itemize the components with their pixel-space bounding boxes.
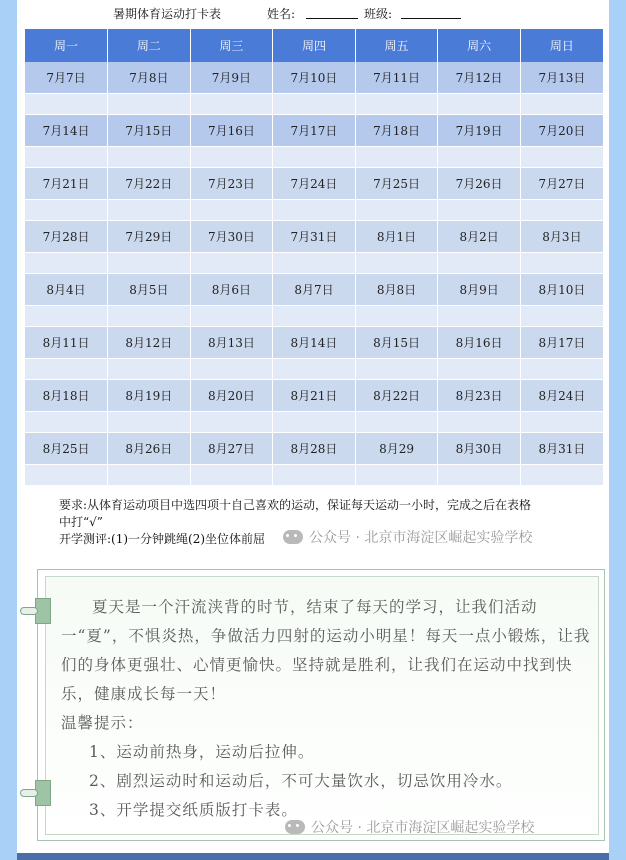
weekday-header: 周六	[438, 29, 521, 62]
date-cell: 8月23日	[438, 380, 521, 412]
weekday-header: 周三	[190, 29, 273, 62]
watermark-text: 公众号 · 北京市海淀区崛起实验学校	[311, 820, 535, 836]
wechat-icon	[285, 820, 305, 834]
date-row	[25, 327, 603, 359]
checkin-row	[25, 306, 603, 327]
date-cell: 7月26日	[438, 168, 521, 200]
checkin-cell	[438, 306, 521, 327]
date-cell: 8月11日	[25, 327, 108, 359]
weekday-header: 周四	[273, 29, 356, 62]
date-cell: 7月19日	[438, 115, 521, 147]
date-cell: 7月30日	[190, 221, 273, 253]
date-cell: 7月18日	[355, 115, 438, 147]
date-cell: 7月9日	[190, 62, 273, 94]
checkin-cell	[25, 94, 108, 115]
checkin-cell	[273, 147, 356, 168]
date-cell: 7月13日	[520, 62, 603, 94]
checkin-cell	[108, 306, 191, 327]
checkin-cell	[108, 412, 191, 433]
date-cell: 8月17日	[520, 327, 603, 359]
date-cell: 7月15日	[108, 115, 191, 147]
date-row	[25, 115, 603, 147]
requirement-line: 要求:从体育运动项目中选四项十自己喜欢的运动，保证每天运动一小时，完成之后在表格	[59, 498, 532, 512]
checkin-cell	[355, 306, 438, 327]
date-cell: 7月25日	[355, 168, 438, 200]
date-cell: 8月13日	[190, 327, 273, 359]
checkin-cell	[190, 465, 273, 486]
date-row	[25, 168, 603, 200]
checkin-cell	[108, 253, 191, 274]
checkin-row	[25, 147, 603, 168]
checkin-cell	[520, 147, 603, 168]
checkin-cell	[190, 359, 273, 380]
date-cell: 8月21日	[273, 380, 356, 412]
tip-item: 2、剧烈运动时和运动后，不可大量饮水，切忌饮用冷水。	[89, 772, 513, 790]
date-cell: 8月27日	[190, 433, 273, 465]
watermark	[283, 527, 532, 547]
checkin-cell	[520, 359, 603, 380]
date-cell: 8月8日	[355, 274, 438, 306]
checkin-cell	[273, 412, 356, 433]
checkin-cell	[25, 359, 108, 380]
checkin-cell	[25, 465, 108, 486]
date-cell: 7月28日	[25, 221, 108, 253]
checkin-row	[25, 94, 603, 115]
date-cell: 8月1日	[355, 221, 438, 253]
checkin-cell	[520, 253, 603, 274]
checkin-cell	[520, 306, 603, 327]
date-cell: 7月22日	[108, 168, 191, 200]
name-label: 姓名:	[267, 7, 296, 21]
checkin-cell	[438, 412, 521, 433]
binder-clip-icon	[35, 780, 51, 806]
date-cell: 8月28日	[273, 433, 356, 465]
weekday-header: 周日	[520, 29, 603, 62]
checkin-cell	[25, 147, 108, 168]
tips-title: 温馨提示：	[61, 714, 144, 732]
date-cell: 8月25日	[25, 433, 108, 465]
checkin-row	[25, 465, 603, 486]
checkin-cell	[438, 147, 521, 168]
date-cell: 8月14日	[273, 327, 356, 359]
checkin-cell	[438, 465, 521, 486]
checkin-cell	[108, 147, 191, 168]
date-cell: 7月24日	[273, 168, 356, 200]
date-cell: 8月10日	[520, 274, 603, 306]
note-text	[61, 593, 591, 825]
sheet-header	[17, 0, 609, 28]
date-cell: 8月26日	[108, 433, 191, 465]
binder-clip-icon	[35, 598, 51, 624]
checkin-cell	[273, 465, 356, 486]
checkin-cell	[25, 200, 108, 221]
checkin-cell	[273, 94, 356, 115]
bottom-bar	[17, 853, 609, 860]
checkin-cell	[190, 306, 273, 327]
checkin-row	[25, 253, 603, 274]
date-cell: 7月12日	[438, 62, 521, 94]
checkin-cell	[355, 200, 438, 221]
checkin-cell	[273, 253, 356, 274]
date-cell: 7月11日	[355, 62, 438, 94]
class-label: 班级:	[364, 7, 393, 21]
checkin-cell	[108, 94, 191, 115]
checkin-cell	[520, 412, 603, 433]
checkin-cell	[520, 200, 603, 221]
tip-item: 1、运动前热身，运动后拉伸。	[89, 743, 315, 761]
checkin-cell	[355, 253, 438, 274]
checkin-cell	[355, 412, 438, 433]
weekday-header-row	[25, 29, 603, 62]
checkin-cell	[520, 465, 603, 486]
date-cell: 8月2日	[438, 221, 521, 253]
wechat-icon	[283, 530, 303, 544]
date-row	[25, 274, 603, 306]
checkin-cell	[190, 253, 273, 274]
date-row	[25, 62, 603, 94]
date-row	[25, 433, 603, 465]
weekday-header: 周五	[355, 29, 438, 62]
checkin-cell	[273, 359, 356, 380]
checkin-cell	[355, 147, 438, 168]
date-cell: 8月3日	[520, 221, 603, 253]
date-cell: 7月7日	[25, 62, 108, 94]
checkin-cell	[190, 94, 273, 115]
date-cell: 8月9日	[438, 274, 521, 306]
date-cell: 7月14日	[25, 115, 108, 147]
checkin-cell	[438, 253, 521, 274]
date-cell: 7月21日	[25, 168, 108, 200]
watermark	[285, 817, 534, 837]
checkin-cell	[273, 200, 356, 221]
date-cell: 7月16日	[190, 115, 273, 147]
date-cell: 8月5日	[108, 274, 191, 306]
weekday-header: 周一	[25, 29, 108, 62]
checkin-sheet	[17, 0, 609, 860]
checkin-cell	[108, 200, 191, 221]
checkin-cell	[355, 359, 438, 380]
date-cell: 7月20日	[520, 115, 603, 147]
requirement-line: 中打“√”	[59, 515, 103, 529]
sheet-title: 暑期体育运动打卡表	[113, 7, 222, 21]
calendar-table	[25, 29, 603, 486]
assessment-line: 开学测评:(1)一分钟跳绳(2)坐位体前屈	[59, 532, 266, 546]
checkin-cell	[438, 200, 521, 221]
date-cell: 7月8日	[108, 62, 191, 94]
checkin-cell	[355, 94, 438, 115]
checkin-cell	[190, 200, 273, 221]
checkin-row	[25, 412, 603, 433]
date-row	[25, 221, 603, 253]
checkin-cell	[108, 359, 191, 380]
date-cell: 8月6日	[190, 274, 273, 306]
weekday-header: 周二	[108, 29, 191, 62]
date-cell: 8月4日	[25, 274, 108, 306]
checkin-cell	[355, 465, 438, 486]
checkin-cell	[190, 412, 273, 433]
checkin-cell	[438, 94, 521, 115]
checkin-cell	[25, 412, 108, 433]
date-cell: 7月23日	[190, 168, 273, 200]
date-cell: 8月30日	[438, 433, 521, 465]
checkin-cell	[25, 253, 108, 274]
date-row	[25, 380, 603, 412]
date-cell: 7月27日	[520, 168, 603, 200]
checkin-cell	[520, 94, 603, 115]
date-cell: 7月31日	[273, 221, 356, 253]
date-cell: 7月29日	[108, 221, 191, 253]
date-cell: 7月10日	[273, 62, 356, 94]
checkin-row	[25, 200, 603, 221]
checkin-cell	[438, 359, 521, 380]
note-paragraph: 夏天是一个汗流浃背的时节，结束了每天的学习，让我们活动一“夏”，不惧炎热，争做活力四射的运动小明星！每天一点小锻炼，让我们的身体更强壮、心情更愉快。坚持就是胜利，让我们在运动中找到快乐，健康成长每一天！	[61, 598, 591, 703]
checkin-row	[25, 359, 603, 380]
checkin-cell	[108, 465, 191, 486]
date-cell: 8月29	[355, 433, 438, 465]
date-cell: 8月24日	[520, 380, 603, 412]
date-cell: 8月31日	[520, 433, 603, 465]
date-cell: 8月22日	[355, 380, 438, 412]
checkin-cell	[25, 306, 108, 327]
date-cell: 8月19日	[108, 380, 191, 412]
date-cell: 8月18日	[25, 380, 108, 412]
date-cell: 8月12日	[108, 327, 191, 359]
date-cell: 8月16日	[438, 327, 521, 359]
name-blank-line	[306, 18, 358, 19]
watermark-text: 公众号 · 北京市海淀区崛起实验学校	[309, 530, 533, 546]
date-cell: 8月20日	[190, 380, 273, 412]
date-cell: 8月7日	[273, 274, 356, 306]
class-blank-line	[401, 18, 461, 19]
date-cell: 8月15日	[355, 327, 438, 359]
date-cell: 7月17日	[273, 115, 356, 147]
checkin-cell	[273, 306, 356, 327]
checkin-cell	[190, 147, 273, 168]
tip-item: 3、开学提交纸质版打卡表。	[89, 801, 298, 819]
